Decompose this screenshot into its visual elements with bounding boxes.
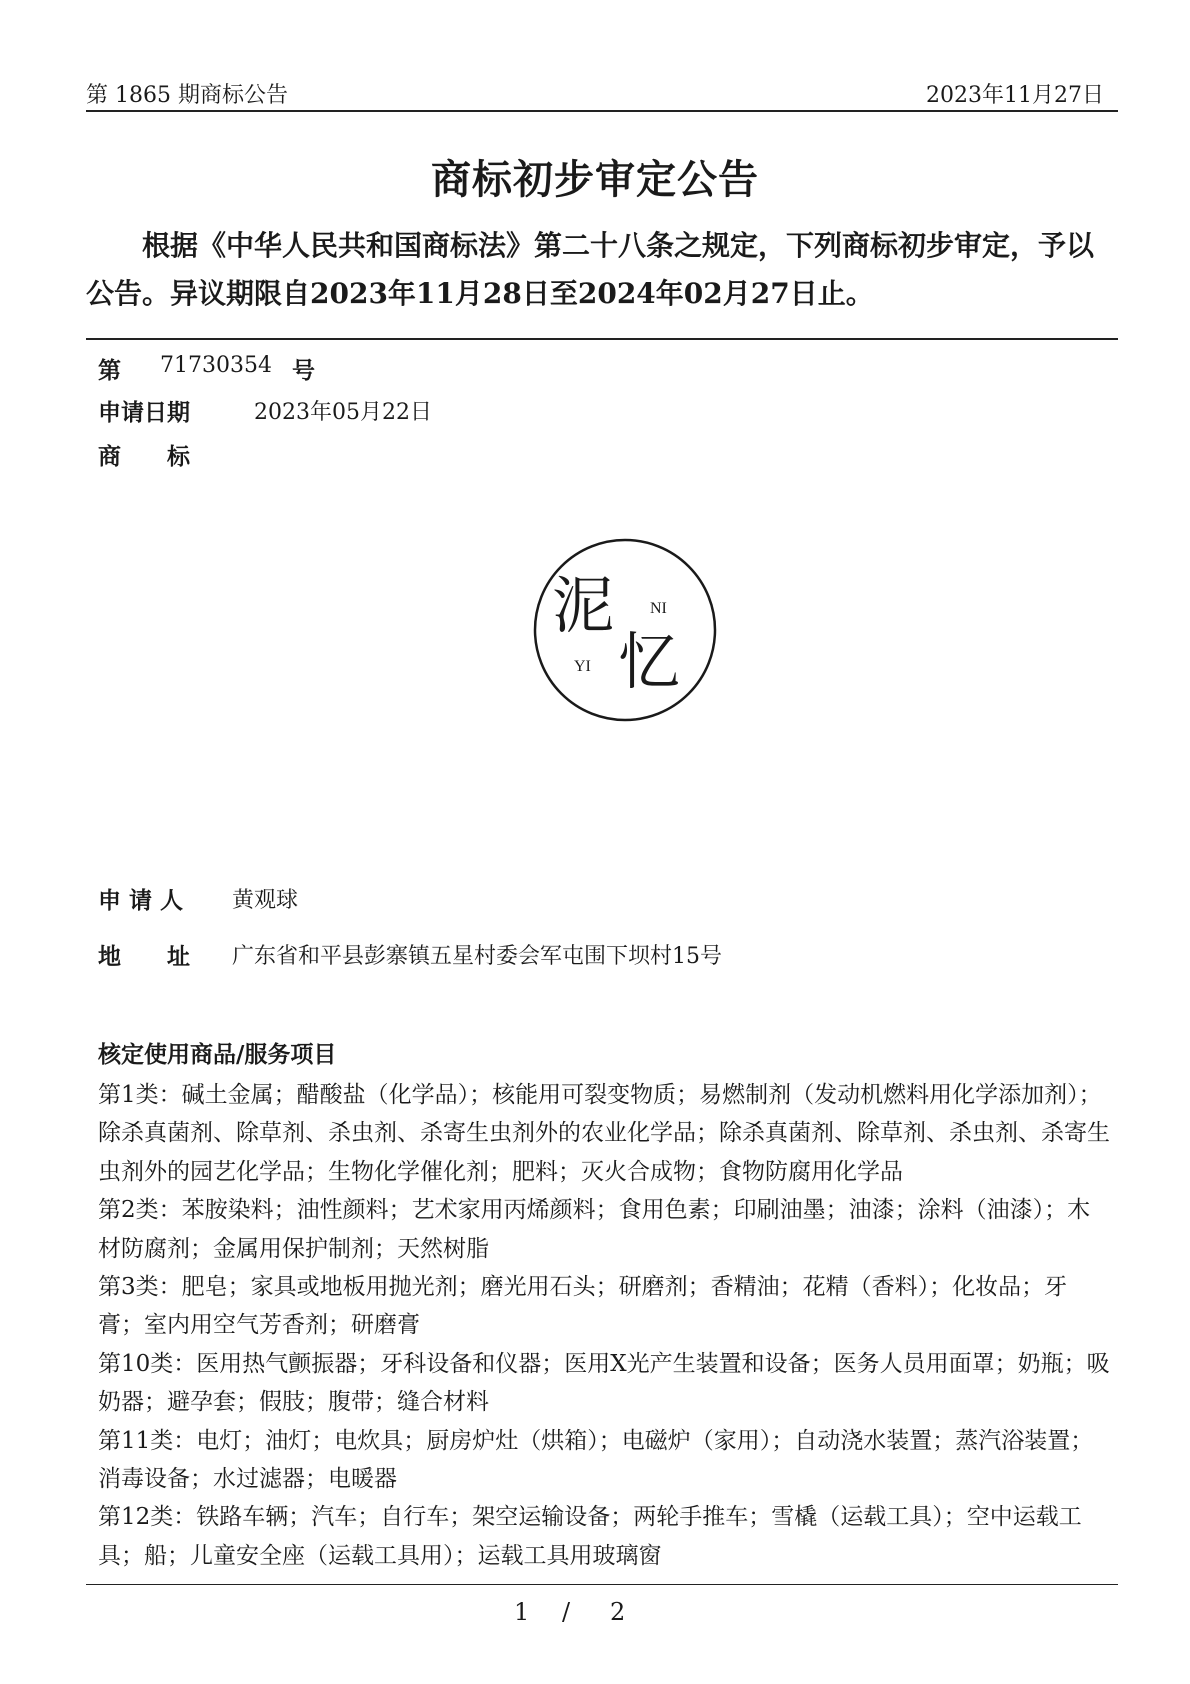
footer-rule [86,1584,1118,1585]
goods-class-12: 第12类：铁路车辆；汽车；自行车；架空运输设备；两轮手推车；雪橇（运载工具）；空中运载工具；船；儿童安全座（运载工具用）；运载工具用玻璃窗 [98,1504,1082,1569]
goods-services-list [98,1076,1110,1575]
trademark-logo [530,535,720,725]
applicant-address: 广东省和平县彭寨镇五星村委会军屯围下坝村15号 [232,944,722,969]
goods-services-title: 核定使用商品/服务项目 [98,1041,337,1068]
address-label: 地 址 [98,943,190,970]
intro-paragraph [86,222,1118,318]
goods-class-2: 第2类：苯胺染料；油性颜料；艺术家用丙烯颜料；食用色素；印刷油墨；油漆；涂料（油漆）；木材防腐剂；金属用保护制剂；天然树脂 [98,1197,1091,1262]
section-rule [86,338,1118,340]
number-suffix: 号 [292,357,315,384]
logo-latin-yi: YI [574,658,591,675]
trademark-label: 商 标 [98,443,190,470]
applicant-name: 黄观球 [232,888,299,913]
intro-text: 根据《中华人民共和国商标法》第二十八条之规定，下列商标初步审定，予以公告。异议期限自2023年11月28日至2024年02月27日止。 [86,229,1095,310]
logo-char-yi: 忆 [618,625,681,698]
goods-class-11: 第11类：电灯；油灯；电炊具；厨房炉灶（烘箱）；电磁炉（家用）；自动浇水装置；蒸汽浴装置；消毒设备；水过滤器；电暖器 [98,1427,1094,1493]
page-number: 1 [514,1598,530,1626]
logo-char-ni: 泥 [552,569,615,642]
page-title: 商标初步审定公告 [431,156,759,203]
application-date: 2023年05月22日 [254,400,432,425]
goods-class-1: 第1类：碱土金属；醋酸盐（化学品）；核能用可裂变物质；易燃制剂（发动机燃料用化学添加剂）；除杀真菌剂、除草剂、杀虫剂、杀寄生虫剂外的农业化学品；除杀真菌剂、除草剂、杀虫剂、杀寄生虫剂外的园艺化学品；生物化学催化剂；肥料；灭火合成物；食物防腐用化学品 [98,1082,1110,1185]
goods-class-10: 第10类：医用热气颤振器；牙科设备和仪器；医用X光产生装置和设备；医务人员用面罩；奶瓶；吸奶器；避孕套；假肢；腹带；缝合材料 [98,1350,1110,1416]
trademark-logo-svg [530,535,720,725]
page-separator: / [562,1598,571,1626]
goods-class-3: 第3类：肥皂；家具或地板用抛光剂；磨光用石头；研磨剂；香精油；花精（香料）；化妆品；牙膏；室内用空气芳香剂；研磨膏 [98,1274,1068,1339]
number-prefix: 第 [98,357,121,384]
header-rule [86,110,1118,112]
application-date-label: 申请日期 [98,399,190,426]
publication-date: 2023年11月27日 [926,83,1104,108]
issue-number: 第 1865 期商标公告 [86,83,288,108]
logo-latin-ni: NI [650,600,667,617]
applicant-label: 申 请 人 [98,887,184,914]
registration-number: 71730354 [160,353,272,378]
page-total: 2 [610,1598,626,1626]
